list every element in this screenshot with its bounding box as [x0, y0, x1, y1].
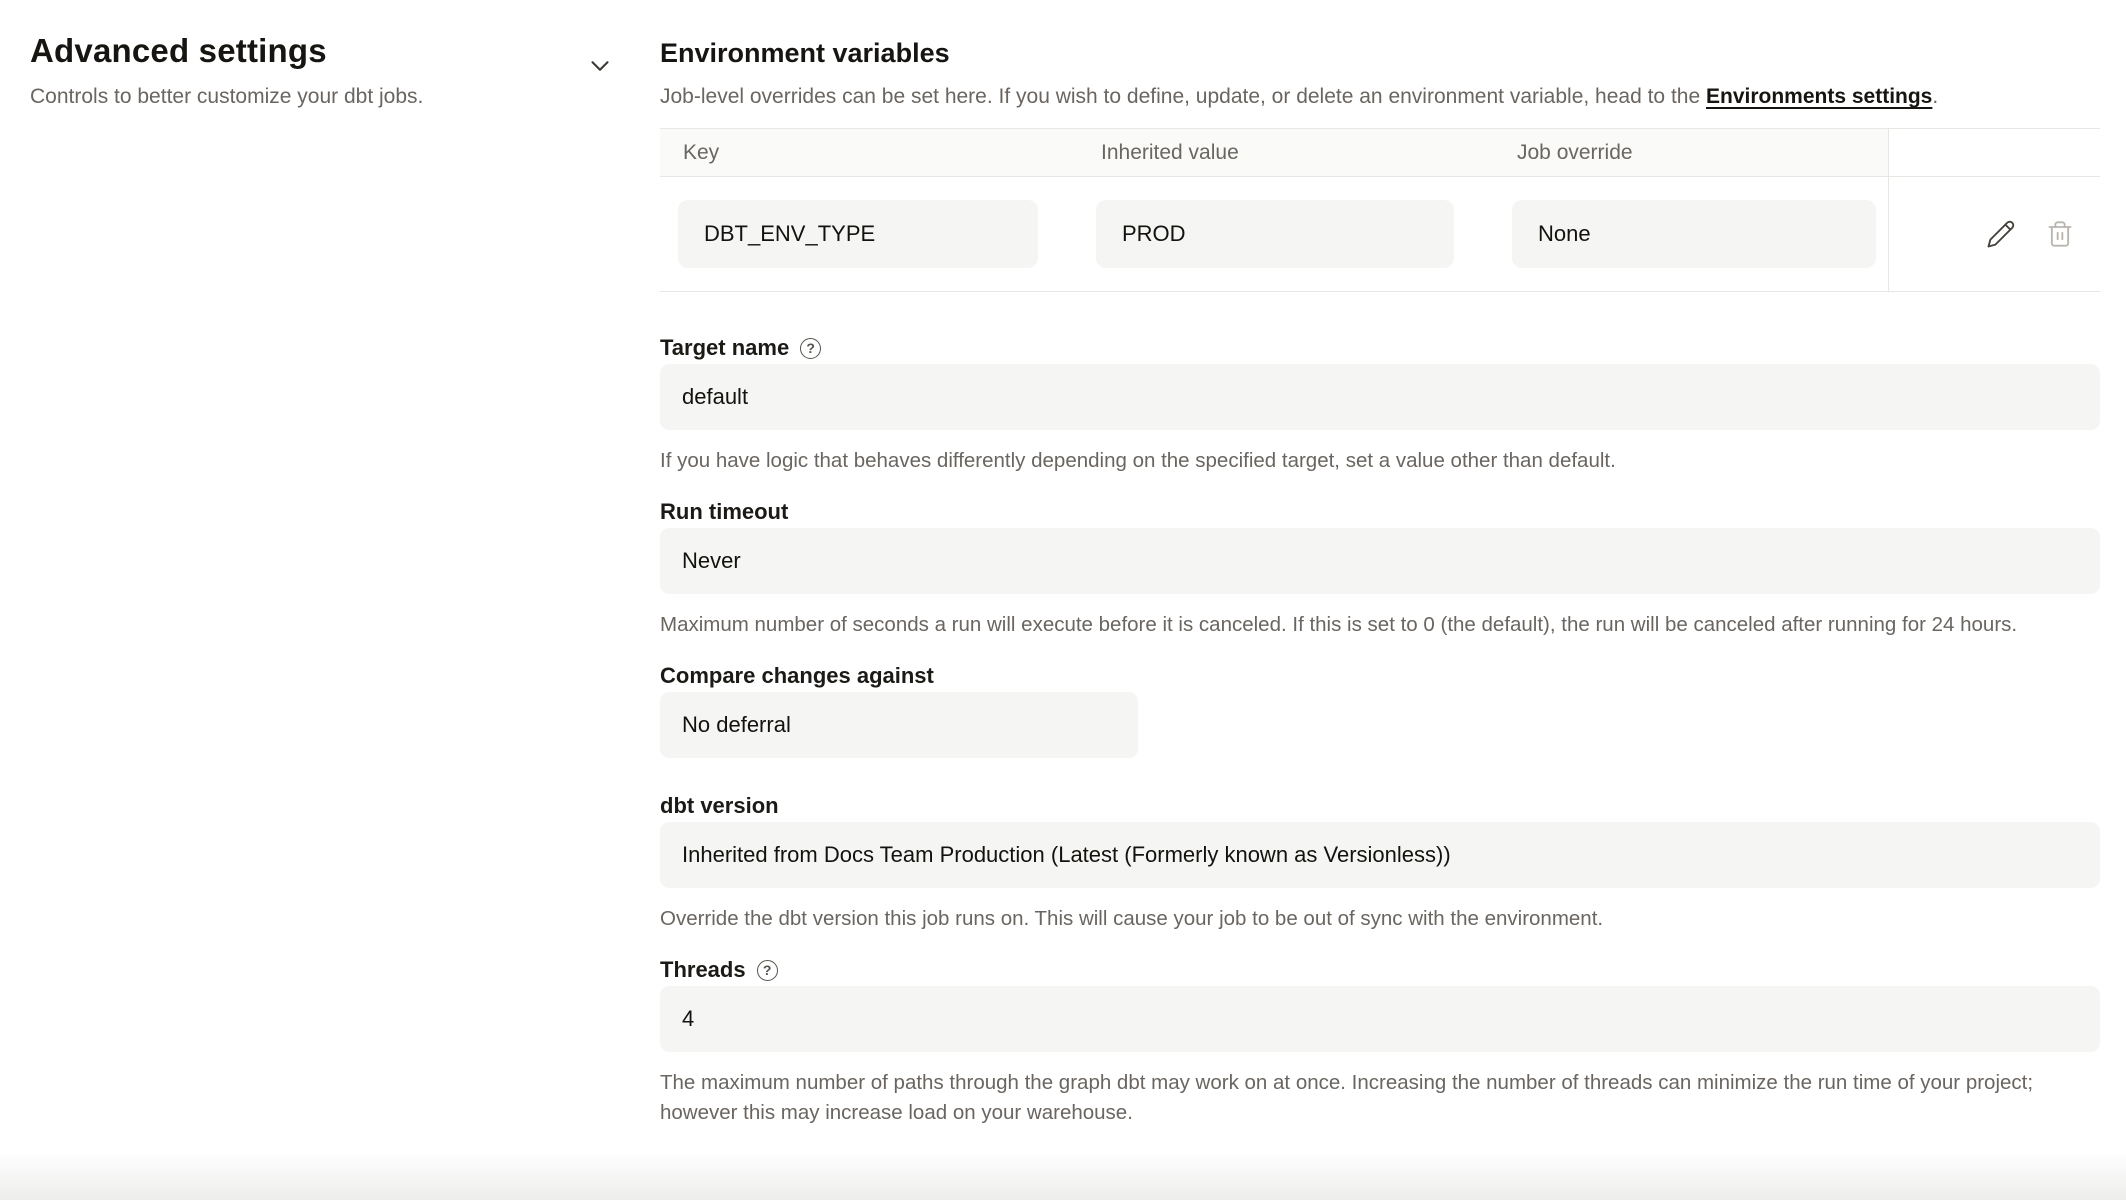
advanced-settings-header [30, 30, 570, 112]
threads-helper: The maximum number of paths through the graph dbt may work on at once. Increasing the number of threads can minimize the run time of your project; however this may increase load on your warehouse. [660, 1071, 2034, 1124]
field-threads [660, 956, 2100, 1128]
trash-icon [2046, 220, 2074, 248]
table-row [660, 177, 2100, 291]
env-var-job-override-value: None [1512, 200, 1876, 268]
environment-variables-section [660, 36, 2100, 1128]
threads-label-row [660, 956, 2100, 984]
field-run-timeout [660, 498, 2100, 640]
cell-key [660, 177, 1078, 291]
compare-changes-label: Compare changes against [660, 663, 934, 688]
threads-help-icon[interactable]: ? [757, 960, 778, 981]
chevron-down-icon [585, 51, 615, 81]
env-var-key-value: DBT_ENV_TYPE [678, 200, 1038, 268]
description-text: Job-level overrides can be set here. If you wish to define, update, or delete an environment variable, head to the [660, 85, 1706, 108]
run-timeout-label: Run timeout [660, 499, 789, 524]
dbt-version-label-row [660, 792, 2100, 820]
environments-settings-link[interactable]: Environments settings [1705, 85, 1933, 108]
target-name-label-row [660, 334, 2100, 362]
delete-env-var-button[interactable] [2042, 216, 2078, 252]
description-suffix: . [1932, 85, 1939, 108]
column-header-key: Key [660, 129, 1078, 176]
pencil-icon [1986, 219, 2016, 249]
cell-actions [1888, 177, 2100, 291]
section-description [660, 82, 2100, 112]
dbt-version-label: dbt version [660, 793, 779, 818]
compare-changes-label-row [660, 662, 2100, 690]
edit-env-var-button[interactable] [1982, 215, 2020, 253]
run-timeout-input[interactable]: Never [660, 528, 2100, 594]
run-timeout-label-row [660, 498, 2100, 526]
column-header-actions [1888, 129, 2100, 176]
field-compare-changes-against [660, 662, 2100, 758]
cell-job-override [1494, 177, 1888, 291]
page-title: Advanced settings [30, 32, 327, 69]
dbt-version-select[interactable]: Inherited from Docs Team Production (Latest (Formerly known as Versionless)) [660, 822, 2100, 888]
column-header-inherited-value: Inherited value [1078, 129, 1494, 176]
threads-label: Threads [660, 957, 746, 982]
table-header-row [660, 129, 2100, 177]
dbt-version-helper: Override the dbt version this job runs on. This will cause your job to be out of sync with the environment. [660, 907, 1604, 930]
column-header-job-override: Job override [1494, 129, 1888, 176]
bottom-fade [0, 1152, 2126, 1200]
target-name-input[interactable]: default [660, 364, 2100, 430]
field-dbt-version [660, 792, 2100, 934]
threads-input[interactable]: 4 [660, 986, 2100, 1052]
cell-inherited-value [1078, 177, 1494, 291]
run-timeout-helper: Maximum number of seconds a run will execute before it is canceled. If this is set to 0 (the default), the run will be canceled after running for 24 hours. [660, 613, 2018, 636]
env-vars-table [660, 128, 2100, 292]
target-name-help-icon[interactable]: ? [800, 338, 821, 359]
collapse-section-button[interactable] [582, 48, 618, 84]
compare-changes-select[interactable]: No deferral [660, 692, 1138, 758]
page-subtitle: Controls to better customize your dbt jobs. [30, 85, 424, 108]
target-name-label: Target name [660, 335, 790, 360]
section-title: Environment variables [660, 38, 950, 68]
env-var-inherited-value: PROD [1096, 200, 1454, 268]
field-target-name [660, 334, 2100, 476]
target-name-helper: If you have logic that behaves differently depending on the specified target, set a value other than default. [660, 449, 1616, 472]
